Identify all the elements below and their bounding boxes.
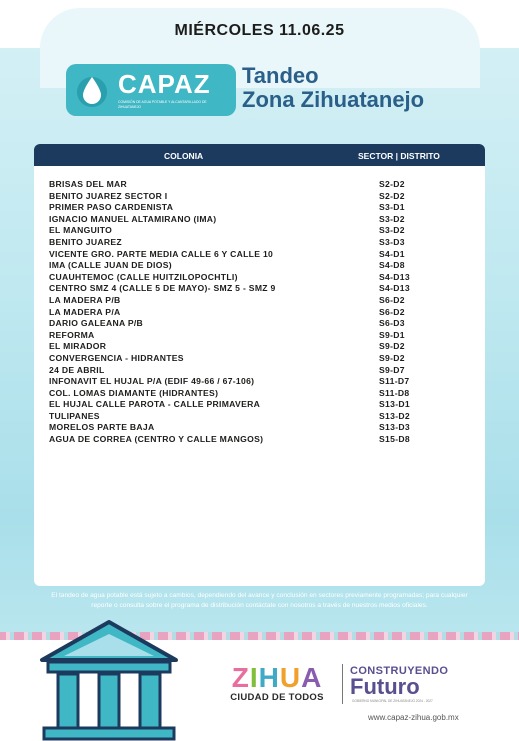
- table-row: [49, 388, 469, 400]
- table-row: [49, 283, 469, 295]
- table-row: [49, 330, 469, 342]
- colonia-cell: LA MADERA P/A: [49, 306, 121, 317]
- table-row: [49, 376, 469, 388]
- sector-cell: S9-D2: [379, 341, 405, 352]
- water-drop-icon: [66, 64, 118, 116]
- table-row: [49, 179, 469, 191]
- colonia-cell: BRISAS DEL MAR: [49, 179, 128, 189]
- colonia-cell: BENITO JUAREZ: [49, 236, 122, 247]
- colonia-cell: IMA (CALLE JUAN DE DIOS): [49, 260, 172, 271]
- sector-cell: S15-D8: [379, 434, 410, 445]
- table-row: [49, 434, 469, 446]
- table-row: [49, 399, 469, 411]
- sector-cell: S13-D1: [379, 399, 410, 410]
- schedule-table: [34, 144, 485, 586]
- colonia-cell: CONVERGENCIA - HIDRANTES: [49, 352, 184, 363]
- colonia-cell: EL MANGUITO: [49, 225, 113, 236]
- sector-cell: S11-D8: [379, 387, 410, 398]
- table-row: [49, 225, 469, 237]
- colonia-cell: AGUA DE CORREA (CENTRO Y CALLE MANGOS): [49, 434, 264, 445]
- table-header: [34, 144, 485, 166]
- sector-cell: S3-D2: [379, 213, 405, 224]
- table-row: [49, 341, 469, 353]
- colonia-cell: IGNACIO MANUEL ALTAMIRANO (IMA): [49, 213, 217, 224]
- colonia-cell: 24 DE ABRIL: [49, 364, 105, 375]
- website-url: www.capaz-zihua.gob.mx: [368, 713, 459, 722]
- colonia-cell: PRIMER PASO CARDENISTA: [49, 202, 174, 213]
- sector-column-header: SECTOR | DISTRITO: [358, 151, 440, 161]
- sector-cell: S9-D7: [379, 364, 405, 375]
- sector-cell: S9-D2: [379, 352, 405, 363]
- page-title: [242, 64, 424, 112]
- sector-cell: S3-D3: [379, 236, 405, 247]
- table-body: [49, 179, 469, 446]
- table-row: [49, 191, 469, 203]
- colonia-cell: INFONAVIT EL HUJAL P/A (EDIF 49-66 / 67-106): [49, 376, 255, 387]
- sector-cell: S2-D2: [379, 179, 405, 189]
- date-heading: MIÉRCOLES 11.06.25: [174, 22, 345, 39]
- colonia-cell: TULIPANES: [49, 410, 100, 421]
- colonia-cell: DARIO GALEANA P/B: [49, 318, 144, 329]
- colonia-cell: CUAUHTEMOC (CALLE HUITZILOPOCHTLI): [49, 271, 238, 282]
- colonia-cell: BENITO JUAREZ SECTOR I: [49, 190, 168, 201]
- sector-cell: S6-D2: [379, 294, 405, 305]
- table-row: [49, 365, 469, 377]
- table-row: [49, 249, 469, 261]
- sector-cell: S6-D3: [379, 318, 405, 329]
- sector-cell: S6-D2: [379, 306, 405, 317]
- table-row: [49, 260, 469, 272]
- sector-cell: S4-D8: [379, 260, 405, 271]
- temple-icon: [34, 620, 184, 741]
- sector-cell: S11-D7: [379, 376, 410, 387]
- government-caption: GOBIERNO MUNICIPAL DE ZIHUATANEJO 2024 - 2027: [352, 699, 433, 703]
- sector-cell: S4-D1: [379, 248, 405, 259]
- colonia-cell: VICENTE GRO. PARTE MEDIA CALLE 6 Y CALLE 10: [49, 248, 274, 259]
- sector-cell: S3-D2: [379, 225, 405, 236]
- sector-cell: S3-D1: [379, 202, 405, 213]
- table-row: [49, 307, 469, 319]
- zihua-wordmark: ZIHUA: [231, 662, 323, 693]
- table-row: [49, 318, 469, 330]
- table-row: [49, 353, 469, 365]
- sector-cell: S13-D2: [379, 410, 410, 421]
- table-row: [49, 237, 469, 249]
- sector-cell: S4-D13: [379, 283, 410, 294]
- construyendo-label: CONSTRUYENDO: [350, 665, 449, 677]
- colonia-cell: MORELOS PARTE BAJA: [49, 422, 155, 433]
- title-line-2: Zona Zihuatanejo: [242, 87, 425, 112]
- colonia-cell: COL. LOMAS DIAMANTE (HIDRANTES): [49, 387, 219, 398]
- colonia-cell: EL MIRADOR: [49, 341, 107, 352]
- sector-cell: S4-D13: [379, 271, 410, 282]
- table-row: [49, 202, 469, 214]
- title-line-1: Tandeo: [242, 63, 319, 88]
- table-row: [49, 295, 469, 307]
- colonia-cell: EL HUJAL CALLE PAROTA - CALLE PRIMAVERA: [49, 399, 261, 410]
- sector-cell: S13-D3: [379, 422, 410, 433]
- disclaimer-note: El tandeo de agua potable está sujeto a cambios, dependiendo del avance y conclusión en sectores previamente programadas; para cualquier reporte o consulta sobre el programa de distribución contáctate con nosotros a través de nuestros medios oficiales.: [51, 592, 468, 609]
- logo-name: CAPAZ: [118, 69, 211, 99]
- logo-subtitle: COMISIÓN DE AGUA POTABLE Y ALCANTARILLADO DE ZIHUATANEJO: [118, 100, 207, 109]
- zihua-logo: [218, 664, 336, 703]
- sector-cell: S2-D2: [379, 190, 405, 201]
- table-row: [49, 422, 469, 434]
- table-row: [49, 411, 469, 423]
- colonia-column-header: COLONIA: [164, 151, 204, 161]
- table-row: [49, 214, 469, 226]
- logo-divider: [342, 664, 343, 704]
- colonia-cell: REFORMA: [49, 329, 95, 340]
- colonia-cell: CENTRO SMZ 4 (CALLE 5 DE MAYO)- SMZ 5 - SMZ 9: [49, 283, 276, 294]
- table-row: [49, 272, 469, 284]
- capaz-logo: [66, 64, 236, 116]
- futuro-wordmark: Futuro: [350, 674, 420, 699]
- sector-cell: S9-D1: [379, 329, 405, 340]
- zihua-tagline: CIUDAD DE TODOS: [230, 692, 324, 703]
- colonia-cell: LA MADERA P/B: [49, 294, 121, 305]
